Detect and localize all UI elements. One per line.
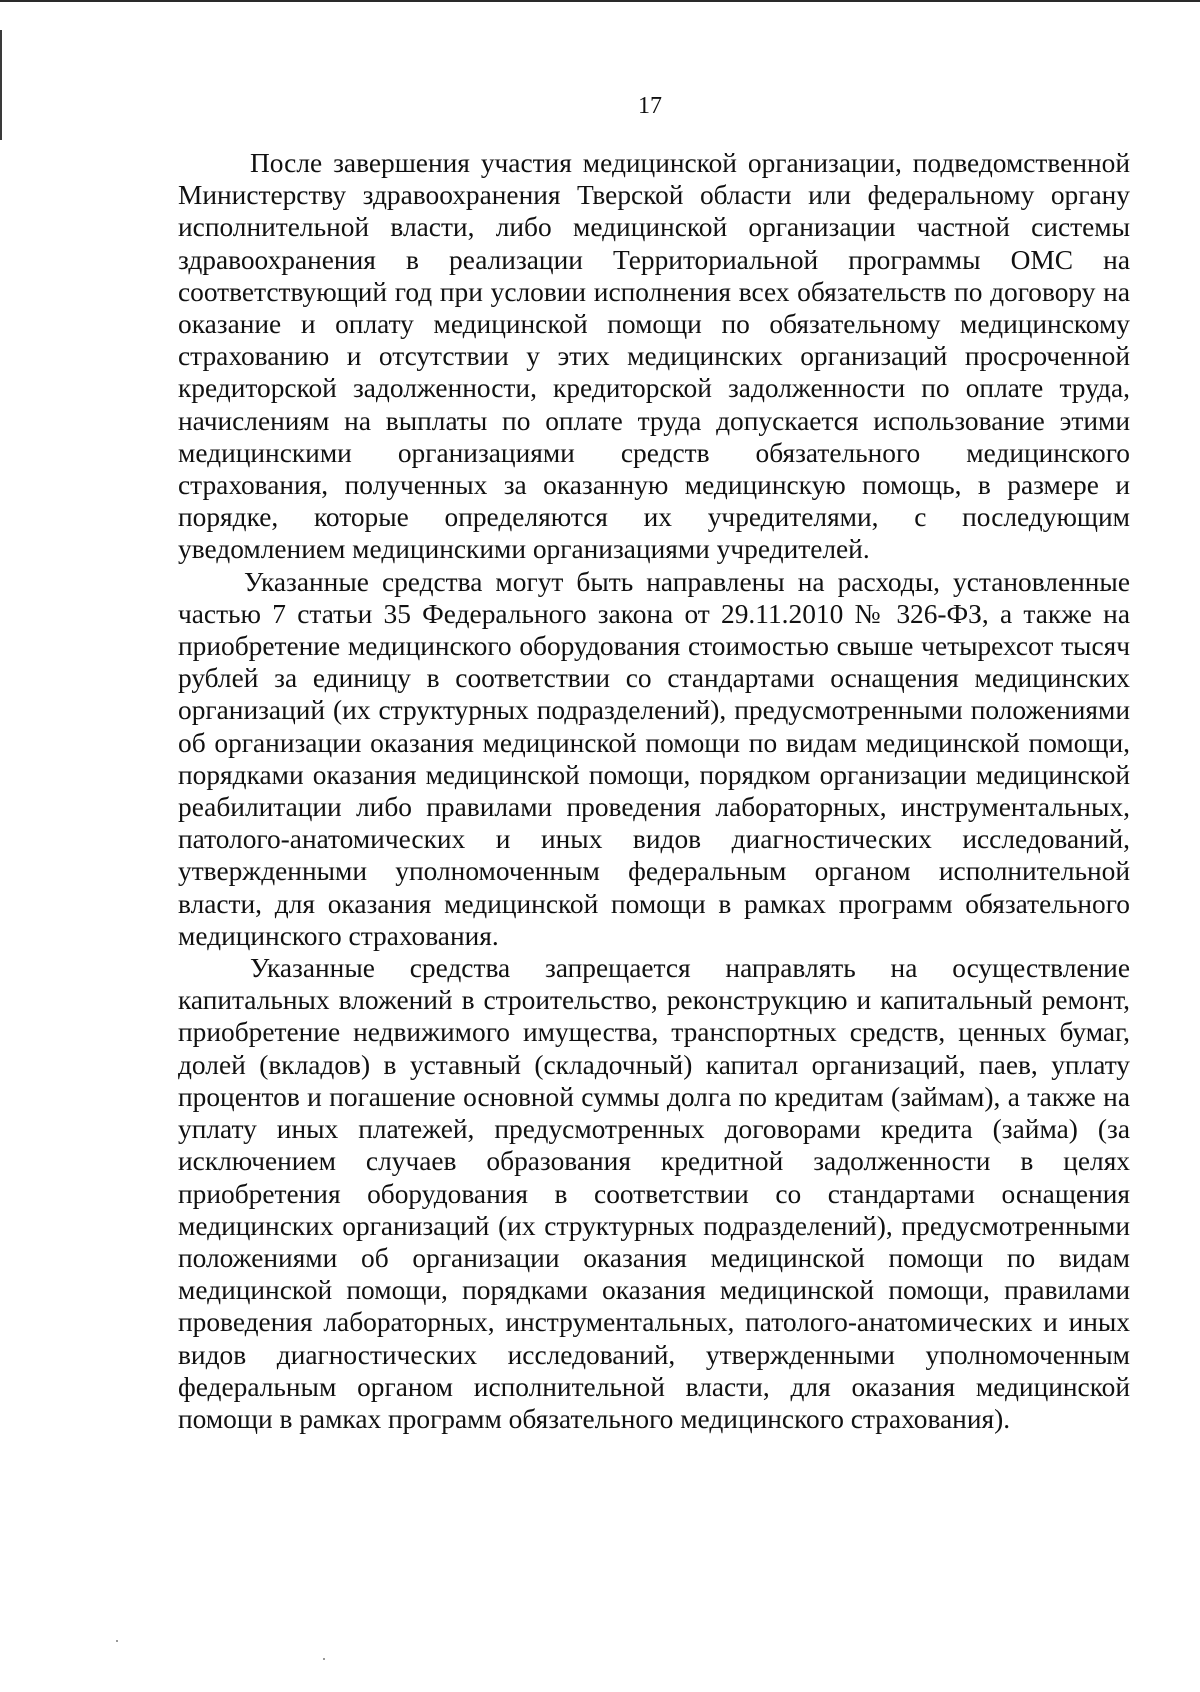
paragraph-1: После завершения участия медицинской организации, подведомственной Министерству здравоохранения Тверской области или федеральному органу исполнительной власти, либо медицинской организации частной системы здравоохранения в реализации Территориальной программы ОМС на соответствующий год при условии исполнения всех обязательств по договору на оказание и оплату медицинской помощи по обязательному медицинскому страхованию и отсутствии у этих медицинских организаций просроченной кредиторской задолженности, кредиторской задолженности по оплате труда, начислениям на выплаты по оплате труда допускается использование этими медицинскими организациями средств обязательного медицинского страхования, полученных за оказанную медицинскую помощь, в размере и порядке, которые определяются их учредителями, с последующим уведомлением медицинскими организациями учредителей.	[178, 148, 1130, 565]
scan-speck	[323, 1658, 325, 1660]
paragraph-3: Указанные средства запрещается направлять на осуществление капитальных вложений в строительство, реконструкцию и капитальный ремонт, приобретение недвижимого имущества, транспортных средств, ценных бумаг, долей (вкладов) в уставный (складочный) капитал организаций, паев, уплату процентов и погашение основной суммы долга по кредитам (займам), а также на уплату иных платежей, предусмотренных договорами кредита (займа) (за исключением случаев образования кредитной задолженности в целях приобретения оборудования в соответствии со стандартами оснащения медицинских организаций (их структурных подразделений), предусмотренными положениями об организации оказания медицинской помощи по видам медицинской помощи, порядками оказания медицинской помощи, правилами проведения лабораторных, инструментальных, патолого-анатомических и иных видов диагностических исследований, утвержденными уполномоченным федеральным органом исполнительной власти, для оказания медицинской помощи в рамках программ обязательного медицинского страхования).	[178, 953, 1130, 1434]
scan-border-top	[0, 0, 1200, 2]
document-body	[178, 147, 1130, 1435]
scan-speck	[116, 1640, 118, 1642]
scan-border-left	[0, 30, 2, 140]
page-number: 17	[638, 93, 662, 119]
paragraph-2: Указанные средства могут быть направлены на расходы, установленные частью 7 статьи 35 Федерального закона от 29.11.2010 № 326-ФЗ, а также на приобретение медицинского оборудования стоимостью свыше четырехсот тысяч рублей за единицу в соответствии со стандартами оснащения медицинских организаций (их структурных подразделений), предусмотренными положениями об организации оказания медицинской помощи по видам медицинской помощи, порядками оказания медицинской помощи, порядком организации медицинской реабилитации либо правилами проведения лабораторных, инструментальных, патолого-анатомических и иных видов диагностических исследований, утвержденными уполномоченным федеральным органом исполнительной власти, для оказания медицинской помощи в рамках программ обязательного медицинского страхования.	[178, 566, 1130, 951]
